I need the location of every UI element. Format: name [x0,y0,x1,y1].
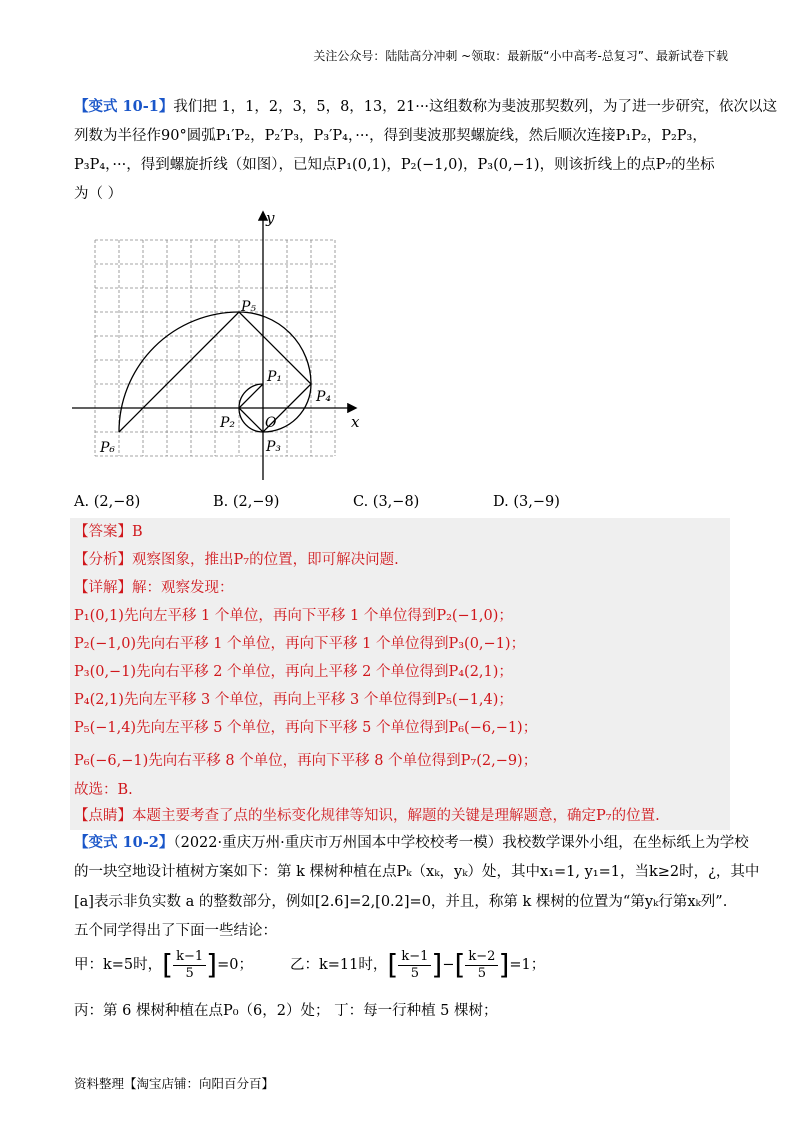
p5-label: P₅ [241,299,257,315]
x-label: x [351,413,360,431]
q1-line-3: P₃P₄，···，得到螺旋折线（如图），已知点P₁(0,1)，P₂(−1,0)，P₃(0,−1)，则该折线上的点P₇的坐标 [74,157,715,173]
option-d[interactable]: D. (3,−9) [493,494,560,510]
q1-text-1: 我们把 1，1，2，3，5，8，13，21···这组数称为斐波那契数列，为了进一步研究，依次以这 [173,99,778,115]
step-1: P₁(0,1)先向左平移 1 个单位，再向下平移 1 个单位得到P₂(−1,0)； [74,608,513,624]
detail-line: 【详解】解：观察发现： [74,580,234,596]
conclusion-line: 故选：B. [74,782,133,798]
q1-line-4: 为（ ） [74,186,123,202]
q2-line-3: [a]表示非负实数 a 的整数部分，例如[2.6]=2,[0.2]=0，并且，称第 k 棵树的位置为“第yₖ行第xₖ列”. [74,894,728,910]
p6-label: P₆ [100,440,116,456]
q2-line-6: 丙：第 6 棵树种植在点P₀（6，2）处； 丁：每一行种植 5 棵树； [74,1003,498,1019]
grid [95,240,335,456]
step-3: P₃(0,−1)先向右平移 2 个单位，再向上平移 2 个单位得到P₄(2,1)； [74,664,513,680]
q2-yi: 乙：k=11时，[ $\frac{k-1}{5}$ ]−[ $\frac{k-2}{5}$ ]=1； [290,948,546,981]
q2-line-4: 五个同学得出了下面一些结论： [74,923,277,939]
option-c[interactable]: C. (3,−8) [353,494,420,510]
p1-label: P₁ [267,369,283,385]
option-b[interactable]: B. (2,−9) [213,494,280,510]
q2-tag: 【变式 10-2】 [74,834,174,851]
q2-line-2: 的一块空地设计植树方案如下：第 k 棵树种植在点Pₖ（xₖ，yₖ）处，其中x₁=1, y₁=1，当k≥2时，¿，其中 [74,864,760,880]
p2-label: P₂ [220,415,236,431]
option-a[interactable]: A. (2,−8) [74,494,141,510]
p4-label: P₄ [316,389,332,405]
q2-jia: 甲：k=5时，[ $\frac{k-1}{5}$ ]=0； [74,948,253,981]
q1-tag: 【变式 10-1】 [74,98,174,115]
q1-line-2: 列数为半径作90°圆弧P₁′P₂，P₂′P₃，P₃′P₄，···，得到斐波那契螺旋线，然后顺次连接P₁P₂，P₂P₃， [74,128,707,144]
page-footer: 资料整理【淘宝店铺：向阳百分百】 [74,1076,275,1091]
spiral-figure [70,205,370,490]
origin-label: O [265,415,277,431]
step-6: P₆(−6,−1)先向右平移 8 个单位，再向下平移 8 个单位得到P₇(2,−9)； [74,753,538,769]
step-4: P₄(2,1)先向左平移 3 个单位，再向上平移 3 个单位得到P₅(−1,4)； [74,692,513,708]
step-5: P₅(−1,4)先向左平移 5 个单位，再向下平移 5 个单位得到P₆(−6,−1)； [74,720,538,736]
answer-line: 【答案】B [74,524,143,540]
q1-line-1 [74,97,777,117]
tip-line: 【点睛】本题主要考查了点的坐标变化规律等知识，解题的关键是理解题意，确定P₇的位置. [74,808,660,824]
q2-line-1: 【变式 10-2】（2022·重庆万州·重庆市万州国本中学校校考一模）我校数学课外小组，在坐标纸上为学校 [74,834,749,851]
page-header: 关注公众号：陆陆高分冲刺 ~领取：最新版“小中高考-总复习”、最新试卷下载 [313,49,728,63]
analysis-line: 【分析】观察图象，推出P₇的位置，即可解决问题. [74,552,399,568]
y-label: y [266,209,275,227]
step-2: P₂(−1,0)先向右平移 1 个单位，再向下平移 1 个单位得到P₃(0,−1)； [74,636,526,652]
p3-label: P₃ [266,439,282,455]
